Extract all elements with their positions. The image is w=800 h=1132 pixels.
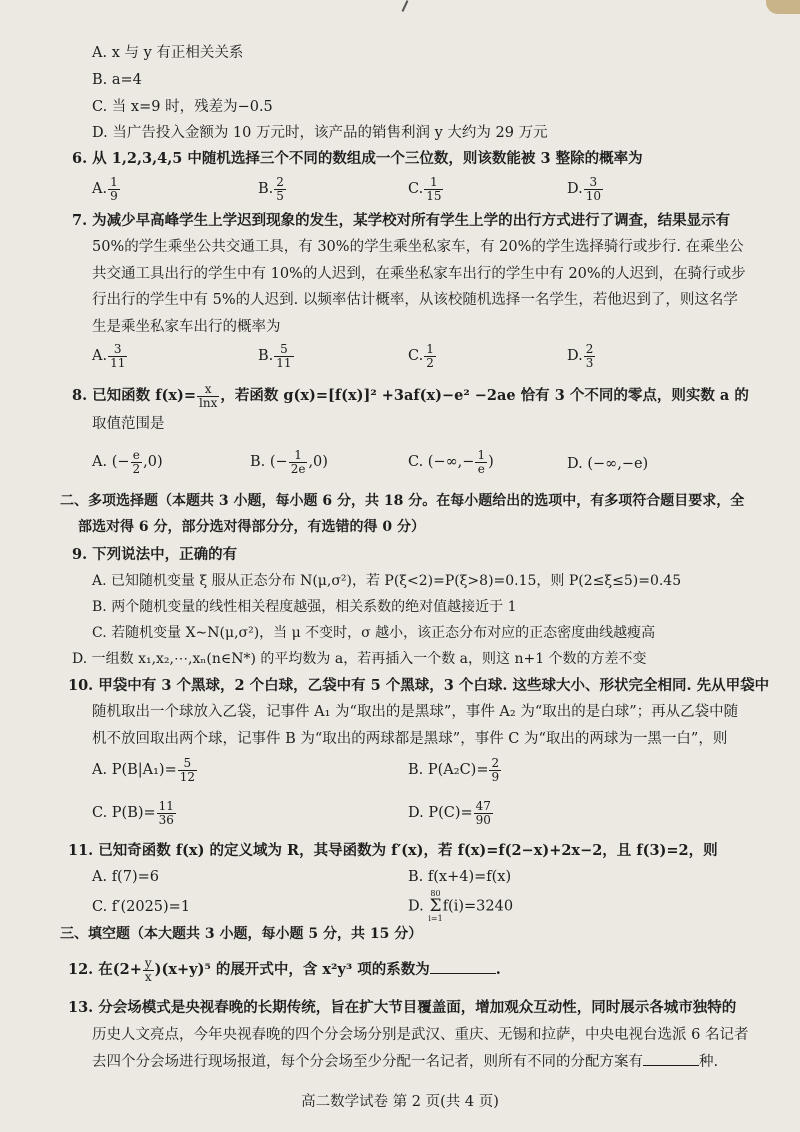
paper-corner — [766, 0, 800, 14]
q10-option-c: C. P(B)= $\frac{11}{36}$ — [92, 799, 174, 827]
section-2-heading: 二、多项选择题（本题共 3 小题，每小题 6 分，共 18 分。在每小题给出的选项中，有多项符合题目要求，全 — [60, 493, 745, 509]
q7-option-a: A. $\frac{3}{11}$ — [92, 342, 126, 370]
q7-line-4: 行出行的学生中有 5%的人迟到. 以频率估计概率，从该校随机选择一名学生，若他迟到了，则这名学 — [92, 292, 738, 308]
q6-option-a: A. $\frac{1}{9}$ — [92, 175, 118, 203]
q11-option-d: D. 80 Σ i=1 f(i)=3240 — [408, 889, 514, 923]
q10-line-2: 随机取出一个球放入乙袋，记事件 A₁ 为“取出的是黑球”，事件 A₂ 为“取出的是白球”；再从乙袋中随 — [92, 704, 739, 720]
q6-option-c: C. $\frac{1}{15}$ — [408, 175, 442, 203]
q13-answer-blank[interactable] — [643, 1053, 699, 1066]
q6-option-d: D. $\frac{3}{10}$ — [567, 175, 601, 203]
q5-option-a: A. x 与 y 有正相关关系 — [92, 45, 244, 61]
q13-line-3: 去四个分会场进行现场报道，每个分会场至少分配一名记者，则所有不同的分配方案有 种. — [92, 1054, 719, 1070]
q7-line-2: 50%的学生乘坐公共交通工具，有 30%的学生乘坐私家车，有 20%的学生选择骑行或步行. 在乘坐公 — [92, 239, 744, 255]
q7-option-c: C. $\frac{1}{2}$ — [408, 342, 434, 370]
q10-line-1: 10. 甲袋中有 3 个黑球，2 个白球，乙袋中有 5 个黑球，3 个白球. 这些球大小、形状完全相同. 先从甲袋中 — [68, 677, 770, 694]
page-footer: 高二数学试卷 第 2 页(共 4 页) — [301, 1094, 499, 1110]
section-2-heading-line-2: 部选对得 6 分，部分选对得部分分，有选错的得 0 分） — [78, 519, 425, 535]
q5-option-d: D. 当广告投入金额为 10 万元时，该产品的销售利润 y 大约为 29 万元 — [92, 125, 548, 141]
q8-stem: 8. 已知函数 f(x)= $\frac{x}{\ln x}$ ，若函数 g(x)=[f(x)]² +3af(x)−e² −2ae 恰有 3 个不同的零点，则实数 a 的 — [72, 382, 749, 410]
q10-option-d: D. P(C)= $\frac{47}{90}$ — [408, 799, 491, 827]
q11-stem: 11. 已知奇函数 f(x) 的定义域为 R，其导函数为 f′(x)，若 f(x)=f(2−x)+2x−2，且 f(3)=2，则 — [68, 842, 718, 859]
q8-option-c: C. (−∞,− $\frac{1}{e}$ ) — [408, 448, 494, 476]
q9-option-b: B. 两个随机变量的线性相关程度越强，相关系数的绝对值越接近于 1 — [92, 599, 517, 615]
q12-answer-blank[interactable] — [430, 961, 496, 974]
q5-option-b: B. a=4 — [92, 72, 142, 88]
q11-option-a: A. f(7)=6 — [92, 869, 159, 885]
q9-option-c: C. 若随机变量 X∼N(μ,σ²)，当 μ 不变时，σ 越小，该正态分布对应的正态密度曲线越瘦高 — [92, 625, 656, 641]
section-3-heading: 三、填空题（本大题共 3 小题，每小题 5 分，共 15 分） — [60, 926, 423, 942]
pen-mark — [402, 0, 409, 12]
q6-option-b: B. $\frac{2}{5}$ — [258, 175, 284, 203]
q11-option-c: C. f′(2025)=1 — [92, 899, 191, 915]
q8-option-d: D. (−∞,−e) — [567, 456, 649, 472]
q9-option-d: D. 一组数 x₁,x₂,⋯,xₙ(n∈N*) 的平均数为 a，若再插入一个数 a，则这 n+1 个数的方差不变 — [72, 651, 647, 667]
q11-option-b: B. f(x+4)=f(x) — [408, 869, 512, 885]
q8-line-2: 取值范围是 — [92, 416, 165, 432]
q7-line-5: 生是乘坐私家车出行的概率为 — [92, 319, 281, 335]
q8-option-b: B. (− $\frac{1}{2e}$ ,0) — [250, 448, 328, 476]
q10-line-3: 机不放回取出两个球，记事件 B 为“取出的两球都是黑球”，事件 C 为“取出的两球为一黑一白”，则 — [92, 731, 728, 747]
q9-option-a: A. 已知随机变量 ξ 服从正态分布 N(μ,σ²)，若 P(ξ<2)=P(ξ>8)=0.15，则 P(2≤ξ≤5)=0.45 — [92, 573, 682, 589]
q12-stem: 12. 在(2+ $\frac{y}{x}$ )(x+y)⁵ 的展开式中，含 x²y³ 项的系数为 . — [68, 956, 501, 984]
q5-option-c: C. 当 x=9 时，残差为−0.5 — [92, 99, 273, 115]
q6-stem: 6. 从 1,2,3,4,5 中随机选择三个不同的数组成一个三位数，则该数能被 3 整除的概率为 — [72, 150, 643, 167]
q7-option-b: B. $\frac{5}{11}$ — [258, 342, 292, 370]
q13-line-1: 13. 分会场模式是央视春晚的长期传统，旨在扩大节目覆盖面，增加观众互动性，同时展示各城市独特的 — [68, 999, 737, 1016]
q7-option-d: D. $\frac{2}{3}$ — [567, 342, 594, 370]
q7-line-3: 共交通工具出行的学生中有 10%的人迟到，在乘坐私家车出行的学生中有 20%的人迟到，在骑行或步 — [92, 266, 746, 282]
q13-line-2: 历史人文亮点，今年央视春晚的四个分会场分别是武汉、重庆、无锡和拉萨，中央电视台选派 6 名记者 — [92, 1027, 749, 1043]
q10-option-b: B. P(A₂C)= $\frac{2}{9}$ — [408, 756, 500, 784]
q7-line-1: 7. 为减少早高峰学生上学迟到现象的发生，某学校对所有学生上学的出行方式进行了调查，结果显示有 — [72, 212, 731, 229]
q9-stem: 9. 下列说法中，正确的有 — [72, 546, 238, 563]
q10-option-a: A. P(B|A₁)= $\frac{5}{12}$ — [92, 756, 196, 784]
q8-option-a: A. (− $\frac{e}{2}$ ,0) — [92, 448, 163, 476]
